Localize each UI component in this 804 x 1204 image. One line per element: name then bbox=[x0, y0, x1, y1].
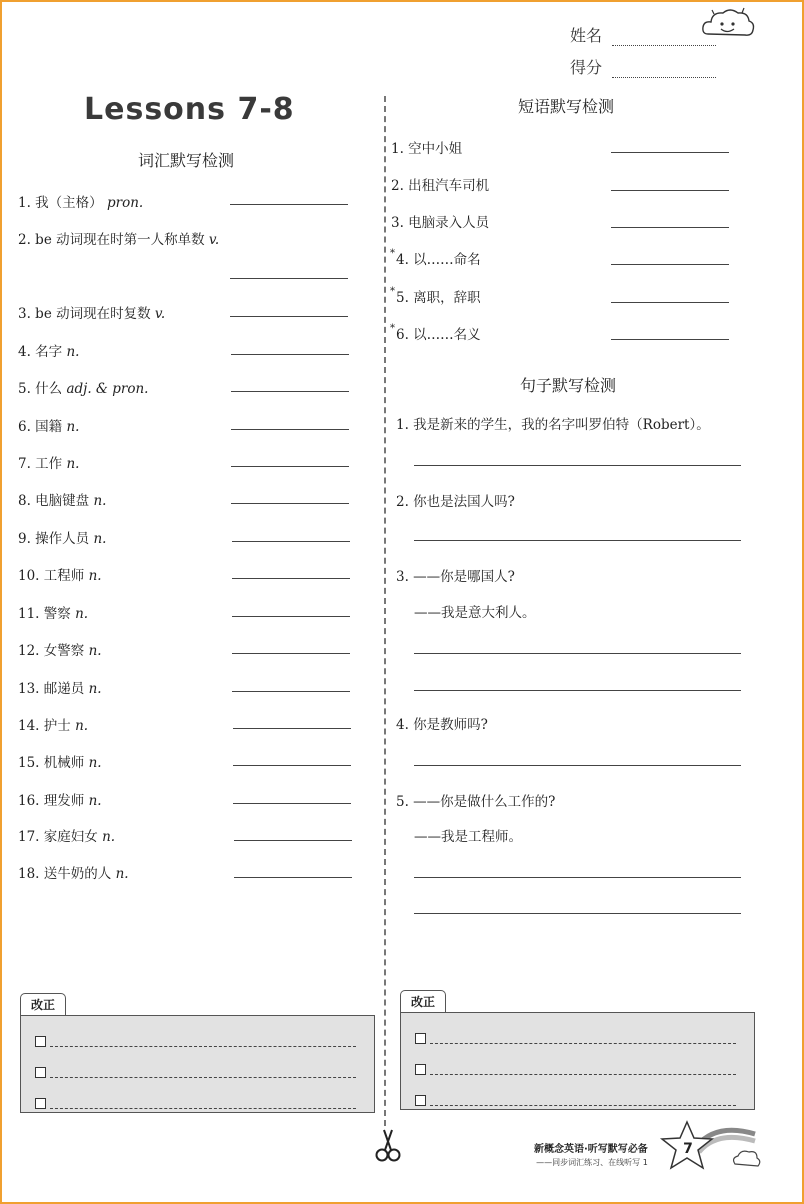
vocab-answer-line[interactable] bbox=[231, 391, 349, 392]
sentence-section-title: 句子默写检测 bbox=[520, 376, 617, 395]
correction-box-right bbox=[400, 1012, 755, 1110]
vocab-pos: n. bbox=[88, 681, 102, 697]
vocab-pos: adj. & pron. bbox=[66, 381, 149, 397]
vocab-text: 6. 国籍 bbox=[18, 419, 63, 435]
vocab-item bbox=[18, 527, 106, 547]
vocab-text: 5. 什么 bbox=[18, 381, 63, 397]
vocab-pos: n. bbox=[88, 793, 102, 809]
vocab-pos: n. bbox=[88, 755, 102, 771]
vocab-answer-line[interactable] bbox=[230, 316, 348, 317]
sentence-item-reply: ——我是意大利人。 bbox=[414, 605, 536, 621]
phrase-item bbox=[390, 323, 481, 343]
vocab-item bbox=[18, 340, 79, 360]
correction-box-left bbox=[20, 1015, 375, 1113]
vocab-section-title: 词汇默写检测 bbox=[138, 151, 235, 170]
correction-row bbox=[415, 1061, 736, 1075]
sentence-answer-line[interactable] bbox=[414, 540, 741, 541]
phrase-answer-line[interactable] bbox=[611, 227, 729, 228]
phrase-answer-line[interactable] bbox=[611, 339, 729, 340]
vocab-answer-line[interactable] bbox=[232, 691, 350, 692]
vocab-answer-line[interactable] bbox=[232, 616, 350, 617]
smiling-cloud-icon bbox=[700, 6, 756, 42]
sentence-answer-line[interactable] bbox=[414, 653, 741, 654]
phrase-text: 6. 以……名义 bbox=[396, 327, 481, 343]
phrase-text: 3. 电脑录入人员 bbox=[391, 215, 490, 231]
name-row bbox=[570, 14, 716, 46]
vocab-item bbox=[18, 228, 219, 248]
vocab-text: 7. 工作 bbox=[18, 456, 63, 472]
vocab-item bbox=[18, 489, 106, 509]
phrase-item bbox=[390, 211, 489, 231]
phrase-answer-line[interactable] bbox=[611, 264, 729, 265]
vocab-answer-line[interactable] bbox=[234, 877, 352, 878]
page-star-rainbow-icon bbox=[655, 1118, 765, 1182]
vocab-text: 10. 工程师 bbox=[18, 568, 85, 584]
score-field[interactable] bbox=[612, 64, 716, 78]
vocab-pos: n. bbox=[102, 829, 116, 845]
vocab-answer-line[interactable] bbox=[232, 578, 350, 579]
phrase-answer-line[interactable] bbox=[611, 302, 729, 303]
vocab-item bbox=[18, 639, 102, 659]
correction-row bbox=[35, 1064, 356, 1078]
optional-star: * bbox=[390, 323, 395, 334]
vocab-text: 15. 机械师 bbox=[18, 755, 85, 771]
vocab-answer-line[interactable] bbox=[233, 803, 351, 804]
correction-row bbox=[415, 1030, 736, 1044]
sentence-answer-line[interactable] bbox=[414, 877, 741, 878]
vocab-answer-line[interactable] bbox=[232, 541, 350, 542]
vocab-answer-line[interactable] bbox=[234, 840, 352, 841]
checkbox[interactable] bbox=[415, 1095, 426, 1106]
vocab-item bbox=[18, 415, 79, 435]
correction-row bbox=[415, 1092, 736, 1106]
vocab-text: 12. 女警察 bbox=[18, 643, 85, 659]
vocab-item bbox=[18, 564, 102, 584]
correction-line[interactable] bbox=[430, 1034, 736, 1044]
dashed-cut-line bbox=[384, 96, 386, 1126]
vocab-pos: n. bbox=[93, 531, 107, 547]
vocab-pos: n. bbox=[66, 456, 80, 472]
vocab-text: 9. 操作人员 bbox=[18, 531, 90, 547]
phrase-text: 5. 离职，辞职 bbox=[396, 290, 481, 306]
sentence-item: 1. 我是新来的学生，我的名字叫罗伯特（Robert）。 bbox=[396, 417, 710, 433]
vocab-pos: n. bbox=[66, 419, 80, 435]
vocab-item bbox=[18, 452, 79, 472]
page-number: 7 bbox=[683, 1141, 693, 1157]
phrase-answer-line[interactable] bbox=[611, 152, 729, 153]
phrase-text: 1. 空中小姐 bbox=[391, 141, 463, 157]
vocab-text: 17. 家庭妇女 bbox=[18, 829, 98, 845]
phrase-text: 2. 出租汽车司机 bbox=[391, 178, 490, 194]
correction-row bbox=[35, 1033, 356, 1047]
checkbox[interactable] bbox=[35, 1067, 46, 1078]
vocab-pos: v. bbox=[154, 306, 166, 322]
vocab-item bbox=[18, 714, 88, 734]
vocab-item bbox=[18, 191, 143, 211]
vocab-answer-line[interactable] bbox=[232, 653, 350, 654]
vocab-pos: n. bbox=[88, 568, 102, 584]
correction-row bbox=[35, 1095, 356, 1109]
vocab-item bbox=[18, 825, 115, 845]
vocab-answer-line[interactable] bbox=[230, 204, 348, 205]
phrase-text: 4. 以……命名 bbox=[396, 252, 481, 268]
vocab-answer-line[interactable] bbox=[233, 765, 351, 766]
correction-line[interactable] bbox=[50, 1068, 356, 1078]
correction-line[interactable] bbox=[430, 1065, 736, 1075]
phrase-section-title: 短语默写检测 bbox=[518, 97, 615, 116]
vocab-pos: v. bbox=[208, 232, 220, 248]
vocab-answer-line[interactable] bbox=[231, 429, 349, 430]
checkbox[interactable] bbox=[35, 1036, 46, 1047]
vocab-item bbox=[18, 377, 148, 397]
vocab-answer-line[interactable] bbox=[230, 278, 348, 279]
sentence-item: 2. 你也是法国人吗? bbox=[396, 494, 515, 510]
vocab-item bbox=[18, 602, 88, 622]
vocab-answer-line[interactable] bbox=[233, 728, 351, 729]
checkbox[interactable] bbox=[415, 1033, 426, 1044]
checkbox[interactable] bbox=[35, 1098, 46, 1109]
sentence-answer-line[interactable] bbox=[414, 690, 741, 691]
correction-tab-left: 改正 bbox=[20, 993, 66, 1015]
footer-title: 新概念英语·听写默写必备 bbox=[534, 1144, 648, 1155]
vocab-answer-line[interactable] bbox=[231, 354, 349, 355]
lesson-title: Lessons 7-8 bbox=[84, 92, 295, 127]
phrase-item bbox=[390, 286, 481, 306]
name-score-area bbox=[570, 14, 716, 78]
checkbox[interactable] bbox=[415, 1064, 426, 1075]
vocab-answer-line[interactable] bbox=[231, 466, 349, 467]
phrase-answer-line[interactable] bbox=[611, 190, 729, 191]
optional-star: * bbox=[390, 248, 395, 259]
scissors-icon bbox=[374, 1128, 402, 1164]
vocab-pos: n. bbox=[75, 606, 89, 622]
score-label: 得分 bbox=[570, 58, 603, 77]
vocab-text: 4. 名字 bbox=[18, 344, 63, 360]
vocab-item bbox=[18, 751, 102, 771]
sentence-item: 5. ——你是做什么工作的? bbox=[396, 794, 556, 810]
vocab-text: 18. 送牛奶的人 bbox=[18, 866, 112, 882]
vocab-pos: n. bbox=[115, 866, 129, 882]
sentence-item-reply: ——我是工程师。 bbox=[414, 829, 522, 845]
footer-book-info bbox=[534, 1140, 648, 1168]
vocab-text: 11. 警察 bbox=[18, 606, 71, 622]
vocab-pos: pron. bbox=[106, 195, 144, 211]
optional-star: * bbox=[390, 286, 395, 297]
correction-line[interactable] bbox=[430, 1096, 736, 1106]
sentence-answer-line[interactable] bbox=[414, 765, 741, 766]
sentence-answer-line[interactable] bbox=[414, 913, 741, 914]
sentence-item: 4. 你是教师吗? bbox=[396, 717, 488, 733]
vocab-answer-line[interactable] bbox=[231, 503, 349, 504]
vocab-pos: n. bbox=[75, 718, 89, 734]
score-row bbox=[570, 46, 716, 78]
vocab-pos: n. bbox=[88, 643, 102, 659]
phrase-item bbox=[390, 248, 481, 268]
correction-line[interactable] bbox=[50, 1037, 356, 1047]
vocab-text: 14. 护士 bbox=[18, 718, 71, 734]
vocab-item bbox=[18, 302, 165, 322]
vocab-text: 8. 电脑键盘 bbox=[18, 493, 90, 509]
sentence-item: 3. ——你是哪国人? bbox=[396, 569, 515, 585]
vocab-pos: n. bbox=[66, 344, 80, 360]
name-label: 姓名 bbox=[570, 26, 603, 45]
vocab-text: 1. 我（主格） bbox=[18, 195, 103, 211]
vocab-item bbox=[18, 789, 102, 809]
vocab-text: 2. be 动词现在时第一人称单数 bbox=[18, 232, 205, 248]
vocab-item bbox=[18, 862, 129, 882]
correction-tab-right: 改正 bbox=[400, 990, 446, 1012]
vocab-pos: n. bbox=[93, 493, 107, 509]
correction-line[interactable] bbox=[50, 1099, 356, 1109]
vocab-text: 3. be 动词现在时复数 bbox=[18, 306, 151, 322]
vocab-text: 16. 理发师 bbox=[18, 793, 85, 809]
vocab-text: 13. 邮递员 bbox=[18, 681, 85, 697]
sentence-answer-line[interactable] bbox=[414, 465, 741, 466]
footer-subtitle: ——同步词汇练习、在线听写 1 bbox=[536, 1158, 648, 1167]
phrase-item bbox=[390, 174, 489, 194]
phrase-item bbox=[390, 137, 462, 157]
vocab-item bbox=[18, 677, 102, 697]
